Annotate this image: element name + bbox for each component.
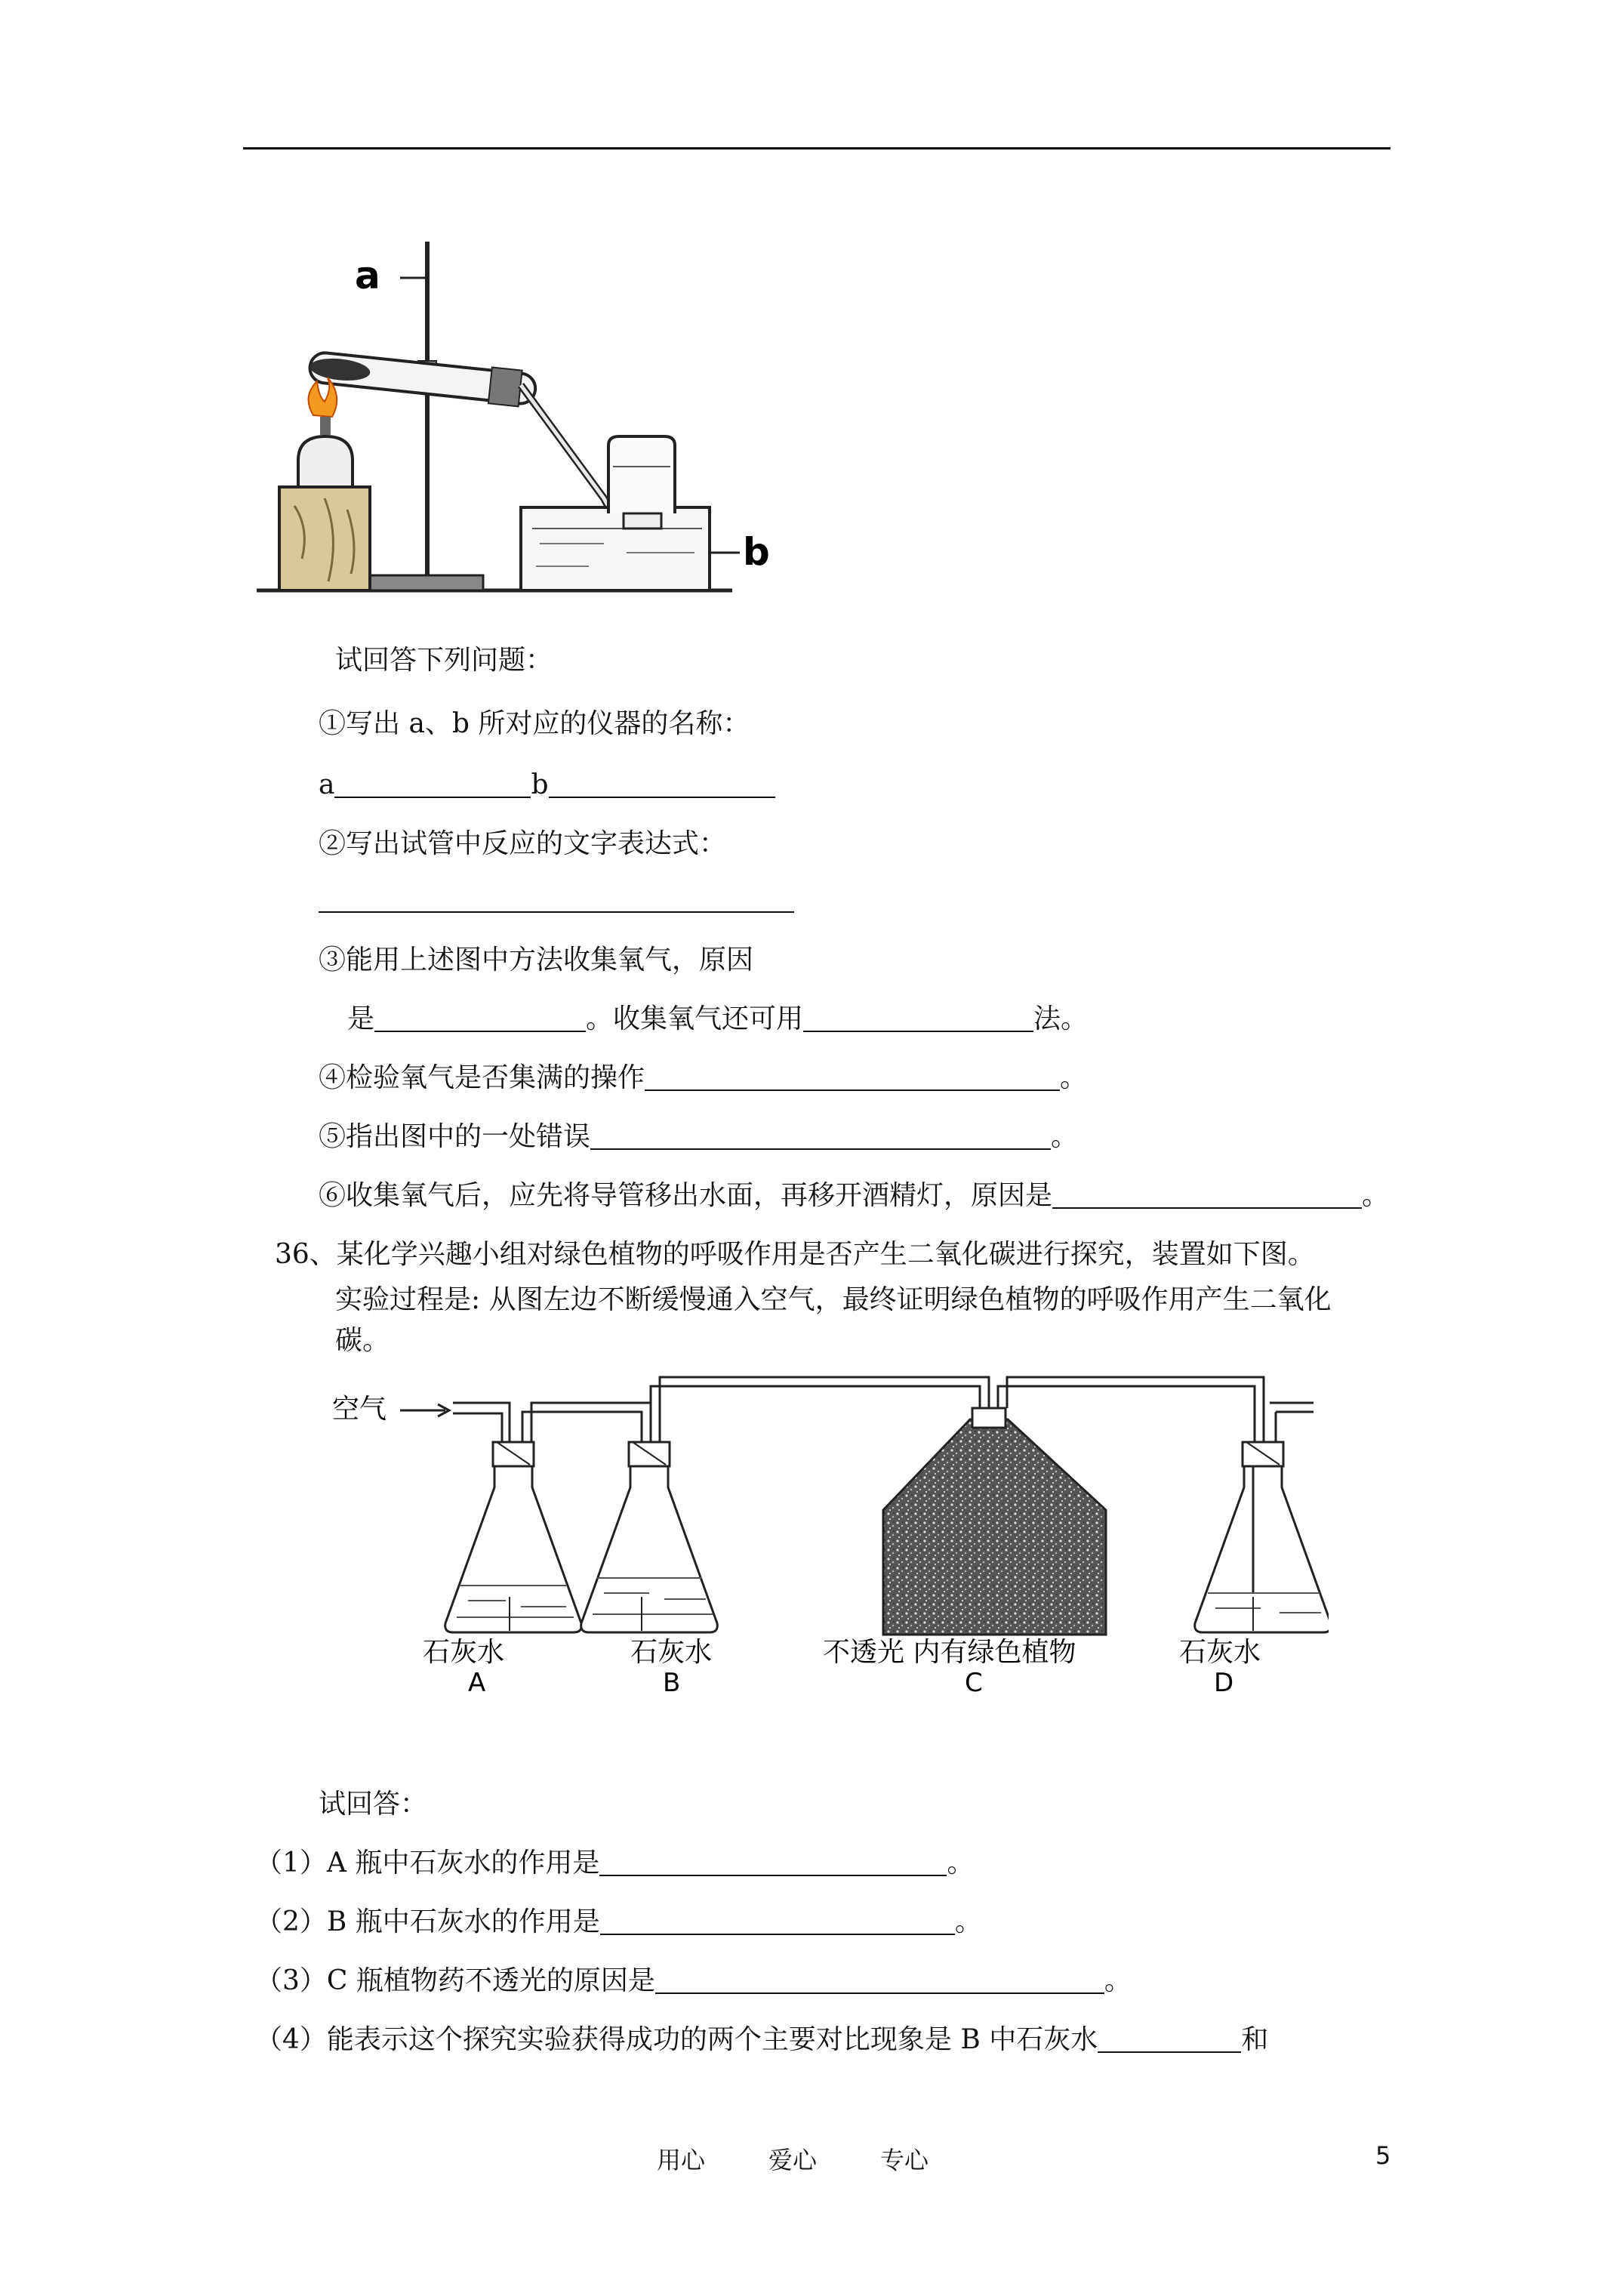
q35-item4 (319, 1062, 1087, 1095)
q35-item1-answers (319, 769, 775, 802)
q35-item5-end: 。 (1051, 1121, 1079, 1152)
answer-blank-a[interactable] (334, 769, 531, 798)
footer-left: 用心 (657, 2146, 706, 2174)
answer-blank-p3[interactable] (655, 1965, 1104, 1994)
q35-item5 (319, 1120, 1078, 1154)
q36-prompt: 试回答： (319, 1789, 428, 1820)
respiration-experiment-figure (325, 1367, 1329, 1699)
q36-part3 (255, 1965, 1132, 1998)
q36-desc-line2: 碳。 (335, 1325, 390, 1356)
flask-a-letter: A (468, 1668, 486, 1698)
answer-blank-p1[interactable] (599, 1848, 947, 1876)
answer-blank-error[interactable] (590, 1121, 1051, 1150)
q36-part1-text: （1）A 瓶中石灰水的作用是 (255, 1848, 600, 1878)
answer-blank-p4[interactable] (1098, 2024, 1241, 2053)
q35-item3-mid: 。收集氧气还可用 (586, 1003, 804, 1034)
answer-blank-p2[interactable] (600, 1906, 955, 1935)
q35-item2: ②写出试管中反应的文字表达式： (319, 828, 727, 859)
q36-part1 (255, 1847, 974, 1880)
q35-item6 (319, 1179, 1389, 1213)
q36-part2-text: （2）B 瓶中石灰水的作用是 (255, 1906, 600, 1937)
answer-blank-order[interactable] (1052, 1180, 1362, 1209)
flask-d-letter: D (1214, 1668, 1234, 1698)
gas-bottle (608, 436, 675, 513)
q35-item5-text: ⑤指出图中的一处错误 (319, 1121, 591, 1152)
q35-item3-line1: ③能用上述图中方法收集氧气，原因 (319, 945, 754, 975)
q36-part3-text: （3）C 瓶植物药不透光的原因是 (255, 1965, 655, 1996)
oxygen-apparatus-figure (249, 227, 793, 604)
flask-d (1195, 1403, 1329, 1632)
wooden-block (279, 487, 370, 590)
answer-blank-reason[interactable] (374, 1003, 586, 1032)
q36-part1-end: 。 (947, 1848, 975, 1878)
flask-b (581, 1442, 718, 1632)
box-c-opaque (883, 1408, 1106, 1635)
q35-item1-b-label: b (531, 769, 549, 800)
q36-part4-text: （4）能表示这个探究实验获得成功的两个主要对比现象是 B 中石灰水 (255, 2024, 1098, 2055)
q36-part2-end: 。 (954, 1906, 982, 1937)
q35-item4-end: 。 (1060, 1062, 1088, 1093)
q35-item3-start: 是 (347, 1003, 375, 1034)
q36-part3-end: 。 (1104, 1965, 1132, 1996)
q35-item3-line2 (347, 1003, 1088, 1036)
q35-item6-text: ⑥收集氧气后，应先将导管移出水面，再移开酒精灯，原因是 (319, 1180, 1053, 1211)
flask-a-label: 石灰水 (423, 1637, 505, 1668)
flask-b-letter: B (663, 1668, 681, 1698)
q35-prompt: 试回答下列问题： (335, 645, 553, 676)
footer-right: 专心 (880, 2146, 929, 2174)
q35-item1: ①写出 a、b 所对应的仪器的名称： (319, 708, 750, 739)
page-number: 5 (1375, 2141, 1391, 2170)
q35-item3-end: 法。 (1033, 1003, 1089, 1034)
answer-blank-check[interactable] (645, 1062, 1060, 1091)
box-c-label: 不透光 内有绿色植物 (823, 1637, 1076, 1668)
q35-item4-text: ④检验氧气是否集满的操作 (319, 1062, 645, 1093)
flask-d-label: 石灰水 (1179, 1637, 1261, 1668)
answer-blank-method[interactable] (803, 1003, 1033, 1032)
answer-blank-expression[interactable] (319, 884, 794, 913)
stand-base (370, 575, 483, 590)
q35-item1-a-label: a (319, 769, 335, 800)
q36-part4-end: 和 (1241, 2024, 1269, 2055)
label-b: b (743, 530, 770, 574)
q36-part2 (255, 1906, 982, 1939)
alcohol-lamp (298, 436, 353, 487)
flask-a (445, 1413, 582, 1632)
q35-item2-answer (319, 883, 794, 917)
air-label: 空气 (332, 1394, 387, 1425)
flask-b-label: 石灰水 (630, 1637, 713, 1668)
q35-item6-end: 。 (1362, 1180, 1390, 1211)
box-c-letter: C (965, 1668, 983, 1698)
q36-desc-line1: 实验过程是: 从图左边不断缓慢通入空气，最终证明绿色植物的呼吸作用产生二氧化 (335, 1284, 1332, 1315)
header-rule (243, 147, 1390, 149)
answer-blank-b[interactable] (549, 769, 775, 798)
water-trough (521, 507, 710, 590)
q36-title: 36、某化学兴趣小组对绿色植物的呼吸作用是否产生二氧化碳进行探究，装置如下图。 (275, 1239, 1315, 1270)
q36-part4 (255, 2023, 1268, 2057)
label-a: a (355, 254, 380, 297)
footer-mid: 爱心 (768, 2146, 818, 2174)
